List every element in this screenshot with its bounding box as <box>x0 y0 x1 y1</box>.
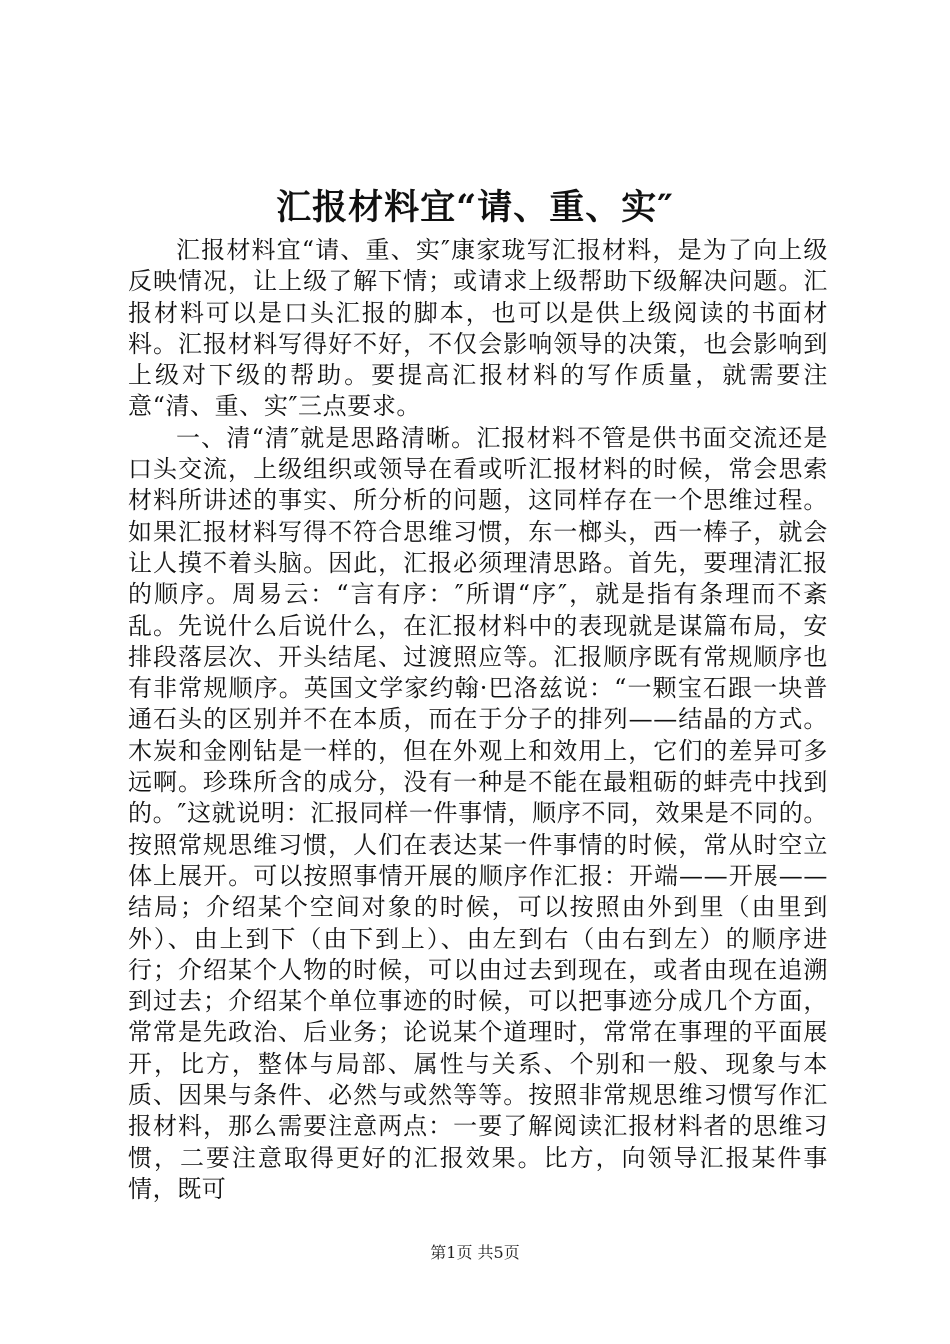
body-paragraph-intro: 汇报材料宜“请、重、实″康家珑写汇报材料，是为了向上级反映情况，让上级了解下情；或请求上级帮助下级解决问题。汇报材料可以是口头汇报的脚本，也可以是供上级阅读的书面材料。汇报材料写得好不好，不仅会影响领导的决策，也会影响到上级对下级的帮助。要提高汇报材料的写作质量，就需要注意“清、重、实″三点要求。 <box>128 236 828 421</box>
document-body <box>128 235 828 1205</box>
body-paragraph-section-1: 一、清“清″就是思路清晰。汇报材料不管是供书面交流还是口头交流，上级组织或领导在看或听汇报材料的时候，常会思索材料所讲述的事实、所分析的问题，这同样存在一个思维过程。如果汇报材料写得不符合思维习惯，东一榔头，西一棒子，就会让人摸不着头脑。因此，汇报必须理清思路。首先，要理清汇报的顺序。周易云：“言有序：″所谓“序″，就是指有条理而不紊乱。先说什么后说什么，在汇报材料中的表现就是谋篇布局，安排段落层次、开头结尾、过渡照应等。汇报顺序既有常规顺序也有非常规顺序。英国文学家约翰·巴洛兹说：“一颗宝石跟一块普通石头的区别并不在本质，而在于分子的排列——结晶的方式。木炭和金刚钻是一样的，但在外观上和效用上，它们的差异可多远啊。珍珠所含的成分，没有一种是不能在最粗砺的蚌壳中找到的。″这就说明：汇报同样一件事情，顺序不同，效果是不同的。按照常规思维习惯，人们在表达某一件事情的时候，常从时空立体上展开。可以按照事情开展的顺序作汇报：开端——开展——结局；介绍某个空间对象的时候，可以按照由外到里（由里到外）、由上到下（由下到上）、由左到右（由右到左）的顺序进行；介绍某个人物的时候，可以由过去到现在，或者由现在追溯到过去；介绍某个单位事迹的时候，可以把事迹分成几个方面，常常是先政治、后业务；论说某个道理时，常常在事理的平面展开，比方，整体与局部、属性与关系、个别和一般、现象与本质、因果与条件、必然与或然等等。按照非常规思维习惯写作汇报材料，那么需要注意两点：一要了解阅读汇报材料者的思维习惯，二要注意取得更好的汇报效果。比方，向领导汇报某件事情，既可 <box>128 423 828 1203</box>
document-title: 汇报材料宜“请、重、实″ <box>276 187 674 228</box>
page-number-footer: 第1页 共5页 <box>430 1243 520 1262</box>
